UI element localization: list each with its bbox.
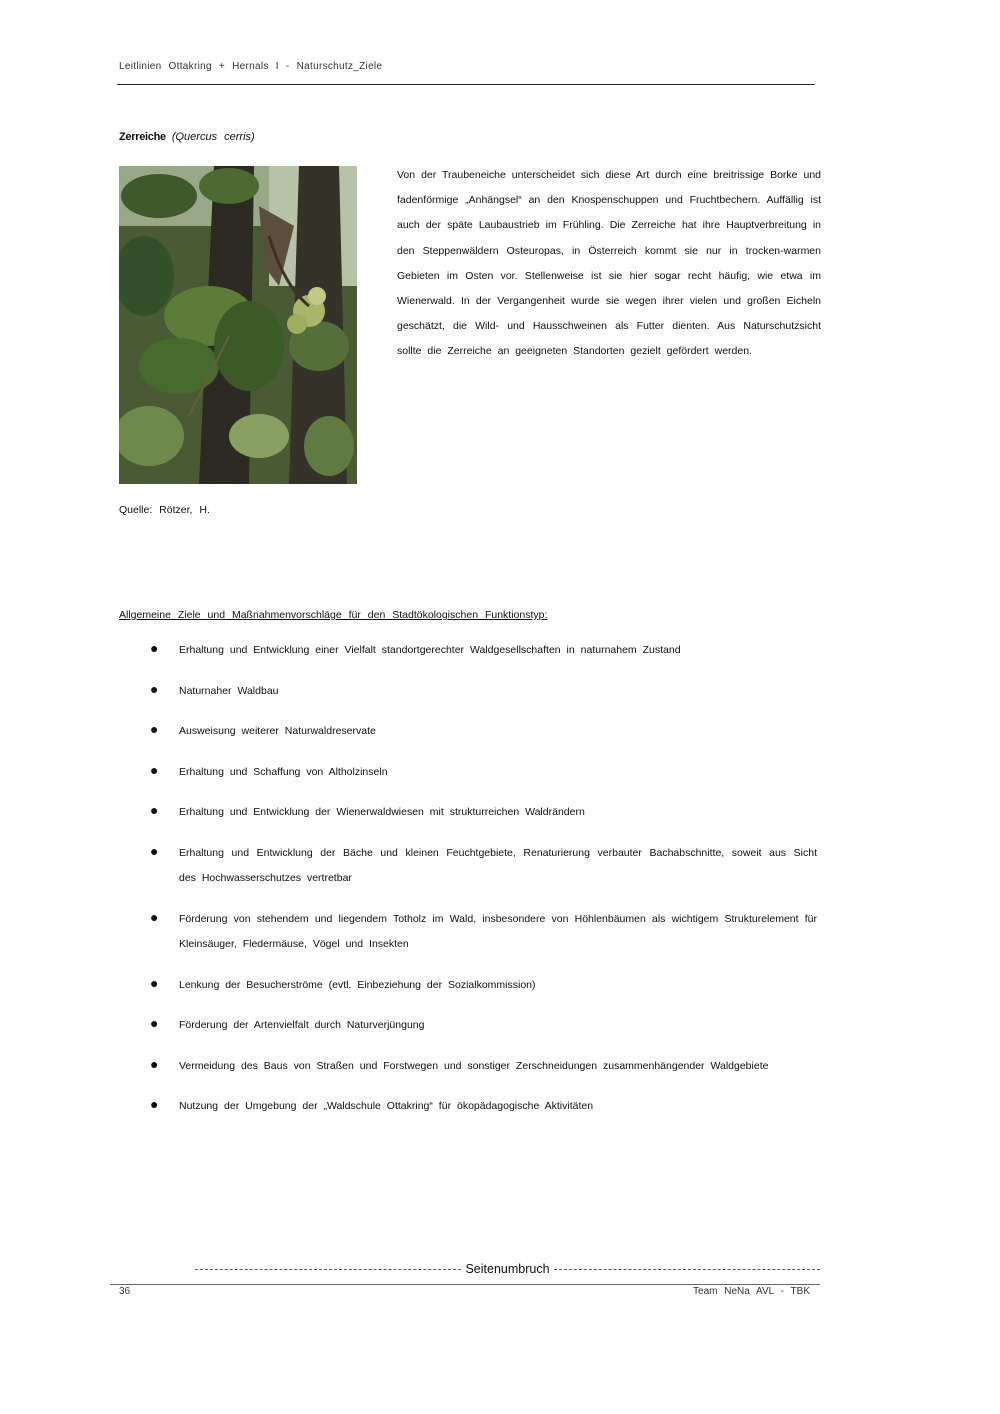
goal-item (150, 719, 817, 744)
header-divider (117, 84, 815, 85)
running-header: Leitlinien Ottakring + Hernals I - Naturschutz_Ziele (119, 61, 383, 72)
species-latin-name: (Quercus cerris) (171, 131, 255, 143)
page-break-dashes-right (554, 1269, 820, 1270)
goal-item (150, 907, 817, 957)
goals-heading: Allgemeine Ziele und Maßnahmenvorschläge für den Stadtökologischen Funktionstyp: (119, 609, 548, 621)
goal-text: Erhaltung und Schaffung von Altholzinseln (179, 765, 388, 778)
footer-team: Team NeNa AVL - TBK (693, 1286, 810, 1297)
bullet-icon: ● (150, 1096, 159, 1113)
goal-item (150, 841, 817, 891)
bullet-icon: ● (150, 721, 159, 738)
page-break-marker (195, 1259, 820, 1279)
bullet-icon: ● (150, 1015, 159, 1032)
goal-text: Erhaltung und Entwicklung einer Vielfalt standortgerechter Waldgesellschaften in naturnahem Zustand (179, 644, 681, 656)
goal-item (150, 973, 817, 998)
page-break-dashes-left (195, 1269, 461, 1270)
bullet-icon: ● (150, 1055, 159, 1072)
goal-item (150, 1013, 817, 1038)
goal-item (150, 760, 817, 785)
goal-item (150, 1094, 817, 1119)
goal-text: Naturnaher Waldbau (179, 684, 279, 697)
bullet-icon: ● (150, 761, 159, 778)
goal-item (150, 638, 817, 663)
species-description: Von der Traubeneiche unterscheidet sich diese Art durch eine breitrissige Borke und fadenförmige „Anhängsel“ an den Knospenschuppen und Fruchtbechern. Auffällig ist auch der späte Laubaustrieb im Frühling. Die Zerreiche hat ihre Hauptverbreitung in den Steppenwäldern Osteuropas, in Österreich kommt sie nur in trocken-warmen Gebieten im Osten vor. Stellenweise ist sie hier sogar recht häufig, wie etwa im Wienerwald. In der Vergangenheit wurde sie wegen ihrer vielen und großen Eicheln geschätzt, die Wild- und Hausschweinen als Futter dienten. Aus Naturschutzsicht sollte die Zerreiche an geeigneten Standorten gezielt gefördert werden. (397, 169, 821, 358)
goal-text: Förderung von stehendem und liegendem Totholz im Wald, insbesondere von Höhlenbäumen als wichtigem Strukturelement für Kleinsäuger, Fledermäuse, Vögel und Insekten (179, 912, 817, 950)
goal-item (150, 679, 817, 704)
oak-photo (119, 166, 357, 484)
photo-source: Quelle: Rötzer, H. (119, 504, 210, 516)
goal-text: Erhaltung und Entwicklung der Bäche und kleinen Feuchtgebiete, Renaturierung verbauter Bachabschnitte, soweit aus Sicht des Hochwasserschutzes vertretbar (179, 846, 817, 885)
bullet-icon: ● (150, 802, 159, 819)
oak-leaves-acorns-illustration (119, 166, 357, 484)
species-title (119, 131, 255, 143)
page-break-label: Seitenumbruch (465, 1262, 550, 1276)
footer-divider (110, 1284, 820, 1285)
goal-item (150, 800, 817, 825)
bullet-icon: ● (150, 974, 159, 991)
page-number: 36 (119, 1286, 131, 1297)
goal-text: Lenkung der Besucherströme (evtl. Einbeziehung der Sozialkommission) (179, 978, 536, 991)
bullet-icon: ● (150, 680, 159, 697)
goal-item (150, 1054, 817, 1079)
goal-text: Nutzung der Umgebung der „Waldschule Ottakring“ für ökopädagogische Aktivitäten (179, 1100, 594, 1113)
bullet-icon: ● (150, 908, 159, 925)
goal-text: Vermeidung des Baus von Straßen und Forstwegen und sonstiger Zerschneidungen zusammenhängender Waldgebiete (179, 1059, 769, 1072)
goal-text: Ausweisung weiterer Naturwaldreservate (179, 725, 376, 738)
goals-list (150, 638, 817, 1135)
bullet-icon: ● (150, 640, 159, 656)
goal-text: Förderung der Artenvielfalt durch Naturverjüngung (179, 1019, 425, 1032)
species-common-name: Zerreiche (119, 131, 166, 143)
goal-text: Erhaltung und Entwicklung der Wienerwaldwiesen mit strukturreichen Waldrändern (179, 806, 585, 819)
bullet-icon: ● (150, 842, 159, 859)
